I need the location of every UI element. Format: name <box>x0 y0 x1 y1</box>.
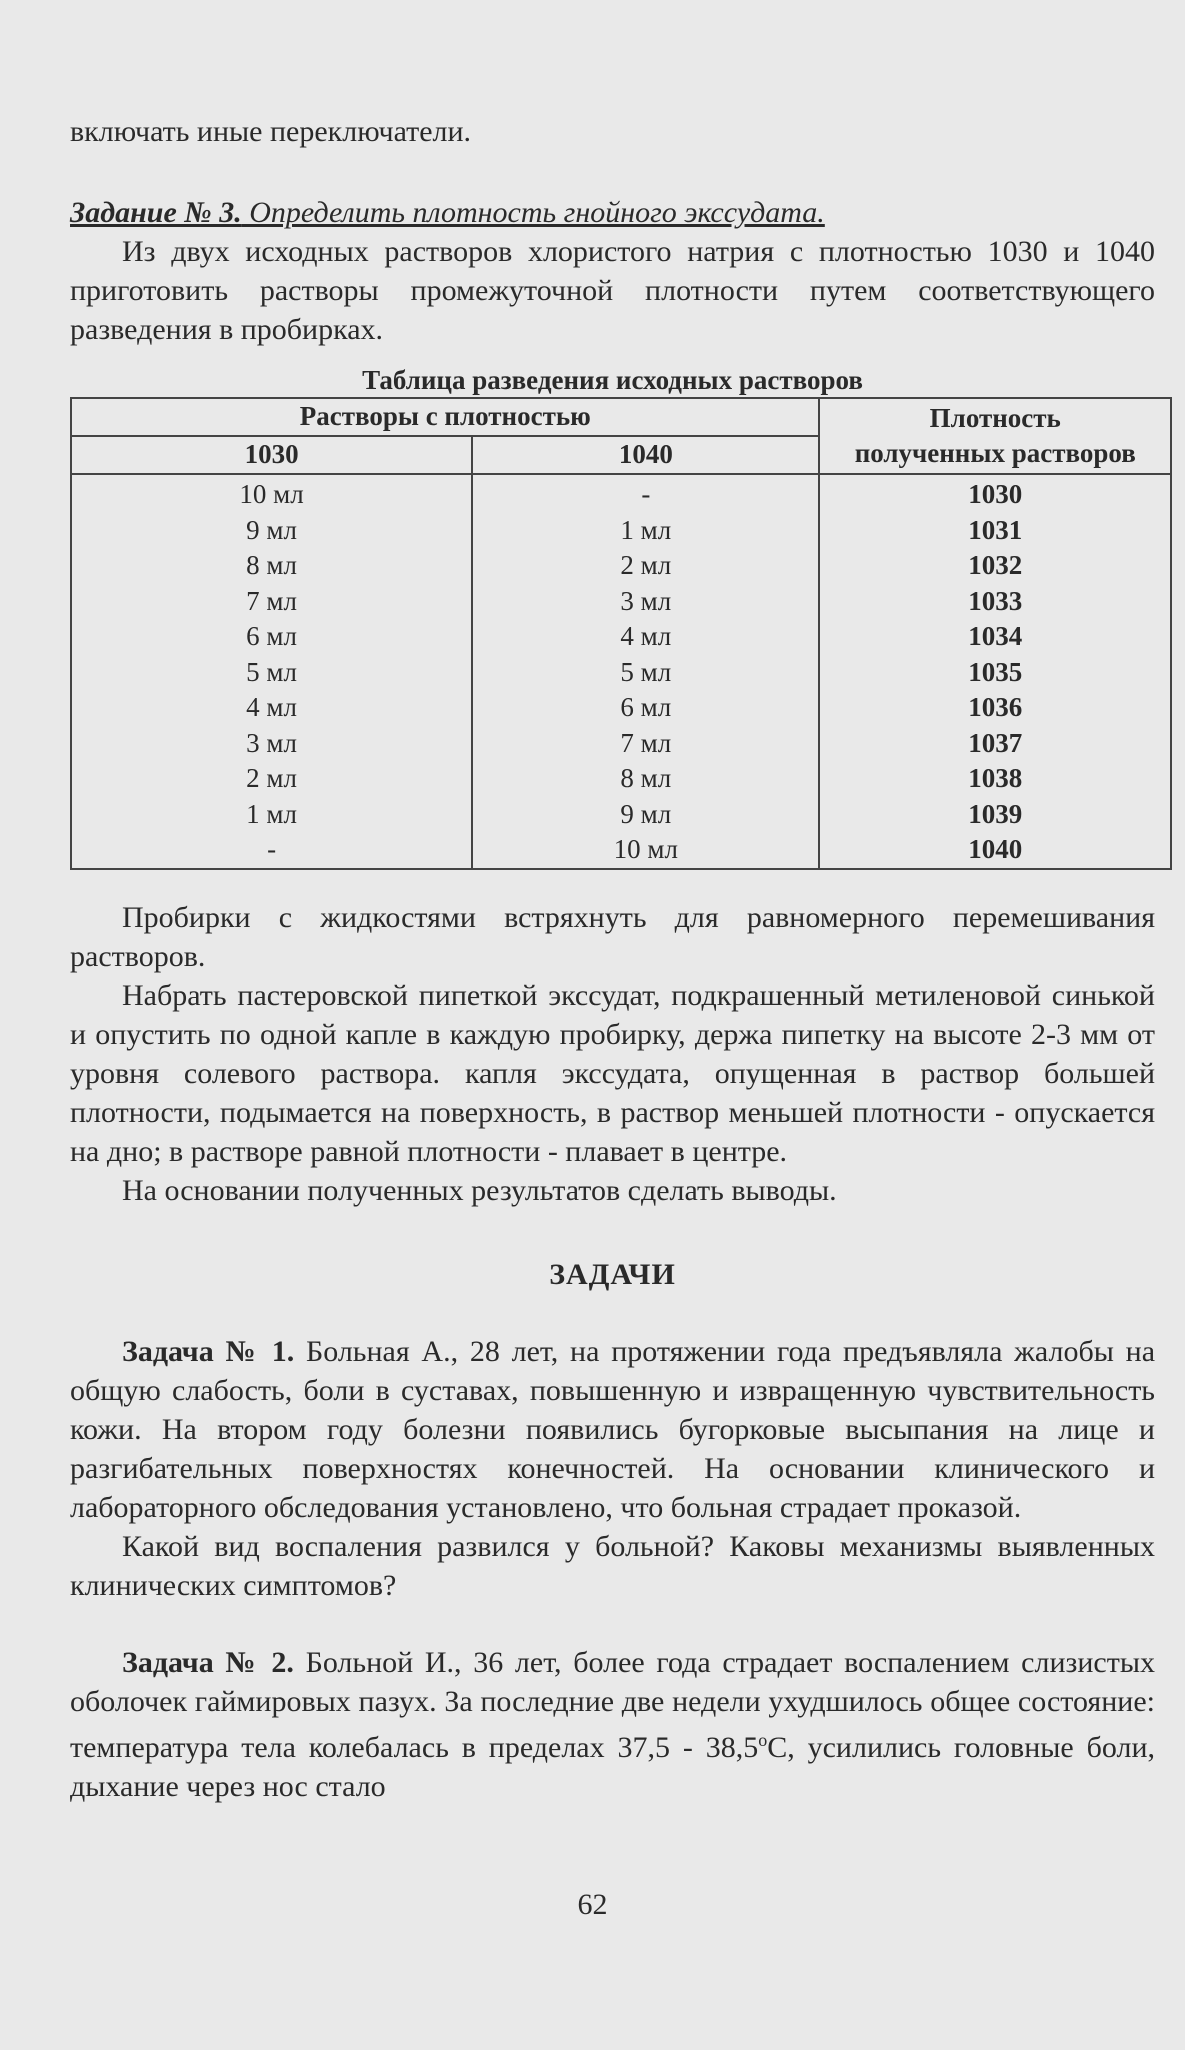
task3-text: Из двух исходных растворов хлористого натрия с плотностью 1030 и 1040 приготовить растворы промежуточной плотности путем соответствующего разведения в пробирках. <box>70 235 1155 346</box>
cell-1030: 9 мл <box>71 513 472 549</box>
cell-1040: 5 мл <box>472 655 819 691</box>
cell-1030: 5 мл <box>71 655 472 691</box>
problem1-question: Какой вид воспаления развился у больной? Каковы механизмы выявленных клинических симптомов? <box>70 1529 1155 1602</box>
cell-1040: 8 мл <box>472 761 819 797</box>
problem2-label: Задача № 2. <box>122 1645 294 1679</box>
table-row <box>71 619 1171 655</box>
intro-line: включать иные переключатели. <box>70 115 472 148</box>
cell-1030: 6 мл <box>71 619 472 655</box>
col-1040-header: 1040 <box>472 436 819 474</box>
degree-mark: о <box>758 1729 768 1750</box>
cell-1040: 2 мл <box>472 548 819 584</box>
task3-heading <box>70 193 1155 232</box>
cell-density: 1032 <box>819 548 1171 584</box>
cell-1040: 7 мл <box>472 726 819 762</box>
cell-density: 1036 <box>819 690 1171 726</box>
task3-block <box>70 193 1155 349</box>
cell-1030: 2 мл <box>71 761 472 797</box>
task3-title <box>70 196 825 229</box>
problem2-body: Больной И., 36 лет, более года страдает воспалением слизистых оболочек гаймировых пазух. За последние две недели ухудшилось общее состояние: температура тела колебалась в пределах 37,5 - 38,5 <box>70 1645 1155 1764</box>
table-row <box>71 690 1171 726</box>
cell-density: 1033 <box>819 584 1171 620</box>
table-row <box>71 655 1171 691</box>
cell-1030: - <box>71 832 472 869</box>
cell-1040: 6 мл <box>472 690 819 726</box>
dilution-table <box>70 397 1172 870</box>
cell-density: 1035 <box>819 655 1171 691</box>
task3-label: Задание № 3. <box>70 196 242 229</box>
problem2-body-cont: С, усилились головные боли, дыхание через нос стало <box>70 1730 1155 1803</box>
problem1-body: Больная А., 28 лет, на протяжении года предъявляла жалобы на общую слабость, боли в суставах, повышенную и извращенную чувствительность кожи. На втором году болезни появились бугорковые высыпания на лице и разгибательных поверхностях конечностей. На основании клинического и лабораторного обследования установлено, что больная страдает проказой. <box>70 1334 1156 1524</box>
cell-density: 1031 <box>819 513 1171 549</box>
table-row <box>71 726 1171 762</box>
table-row <box>71 797 1171 833</box>
cell-density: 1030 <box>819 474 1171 513</box>
cell-1030: 3 мл <box>71 726 472 762</box>
cell-1040: 3 мл <box>472 584 819 620</box>
para-conclusion: На основании полученных результатов сделать выводы. <box>122 1173 837 1207</box>
density-header-line2: полученных растворов <box>854 438 1136 468</box>
cell-1040: 4 мл <box>472 619 819 655</box>
para-shake: Пробирки с жидкостями встряхнуть для равномерного перемешивания растворов. <box>70 900 1155 973</box>
problem1-text <box>70 1332 1155 1527</box>
table-caption: Таблица разведения исходных растворов <box>362 365 863 395</box>
group-header: Растворы с плотностью <box>71 398 819 436</box>
cell-1030: 8 мл <box>71 548 472 584</box>
tasks-heading: ЗАДАЧИ <box>549 1257 676 1291</box>
cell-density: 1037 <box>819 726 1171 762</box>
cell-density: 1034 <box>819 619 1171 655</box>
cell-density: 1039 <box>819 797 1171 833</box>
problem2-text <box>70 1643 1155 1806</box>
page-number: 62 <box>577 1888 608 1921</box>
para-pipette: Набрать пастеровской пипеткой экссудат, подкрашенный метиленовой синькой и опустить по одной капле в каждую пробирку, держа пипетку на высоте 2-3 мм от уровня солевого раствора. капля экссудата, опущенная в раствор большей плотности, подымается на поверхность, в раствор меньшей плотности - опускается на дно; в растворе равной плотности - плавает в центре. <box>70 978 1155 1168</box>
cell-1030: 7 мл <box>71 584 472 620</box>
table-row <box>71 584 1171 620</box>
cell-1030: 4 мл <box>71 690 472 726</box>
task3-title-text: Определить плотность гнойного экссудата. <box>241 196 825 229</box>
cell-1030: 10 мл <box>71 474 472 513</box>
density-header <box>819 398 1171 474</box>
cell-1040: 9 мл <box>472 797 819 833</box>
table-row <box>71 761 1171 797</box>
cell-1030: 1 мл <box>71 797 472 833</box>
density-header-line1: Плотность <box>929 402 1061 433</box>
spacer <box>70 1605 1155 1643</box>
table-row <box>71 548 1171 584</box>
col-1030-header: 1030 <box>71 436 472 474</box>
cell-1040: - <box>472 474 819 513</box>
table-row <box>71 513 1171 549</box>
cell-density: 1038 <box>819 761 1171 797</box>
table-row <box>71 832 1171 869</box>
cell-1040: 1 мл <box>472 513 819 549</box>
problem1-label: Задача № 1. <box>122 1334 295 1368</box>
table-row <box>71 474 1171 513</box>
cell-1040: 10 мл <box>472 832 819 869</box>
cell-density: 1040 <box>819 832 1171 869</box>
